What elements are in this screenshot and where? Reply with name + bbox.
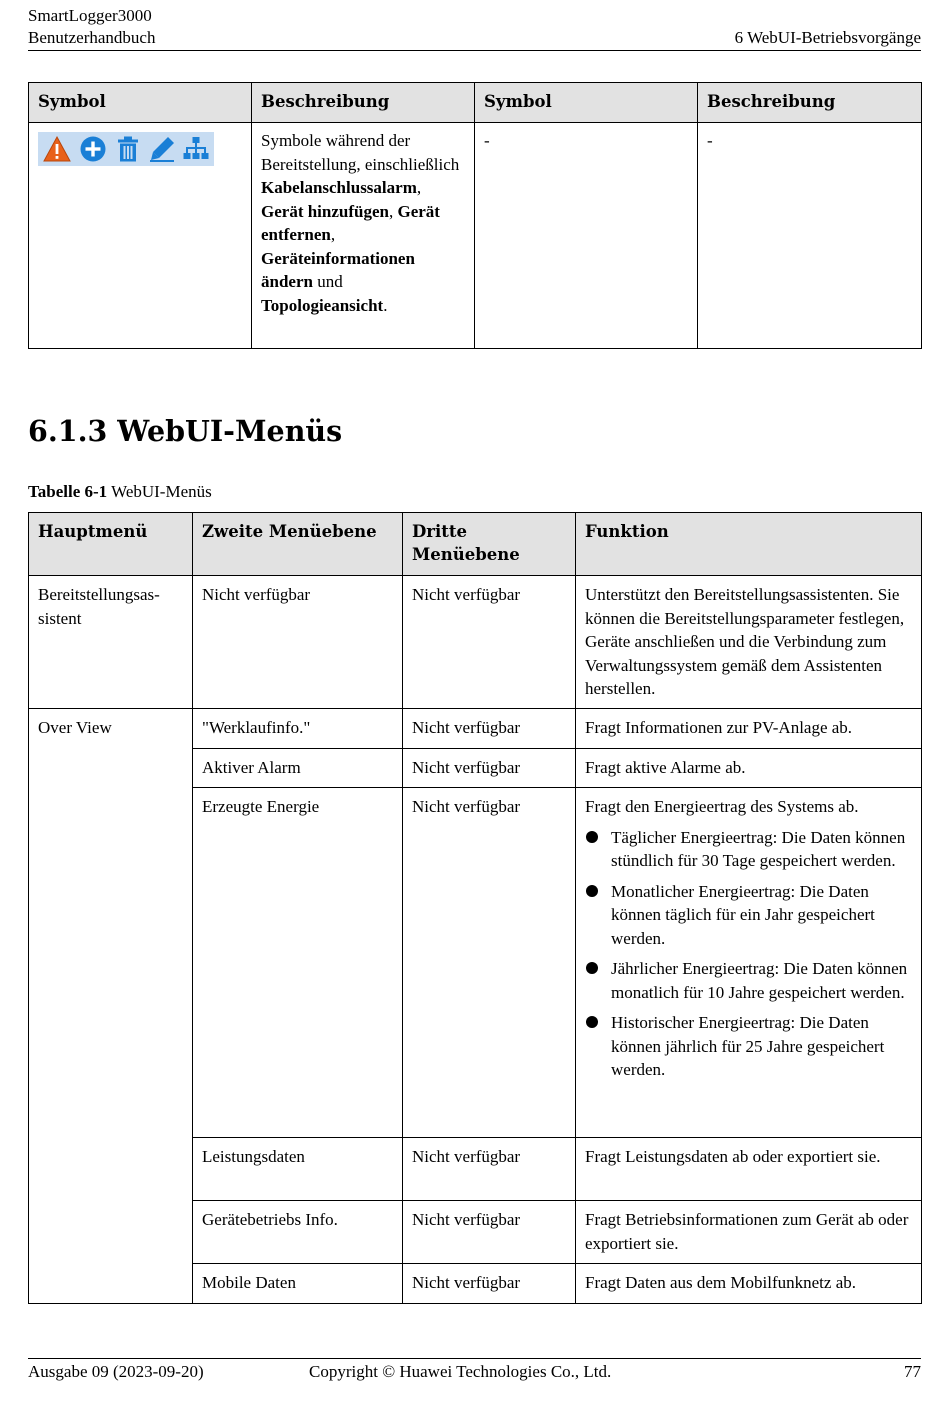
footer-copyright: Copyright © Huawei Technologies Co., Ltd.: [309, 1362, 612, 1381]
header-symbol-2: Symbol: [475, 83, 698, 123]
second-level-cell: Aktiver Alarm: [193, 749, 403, 788]
symbol-table-header-row: [29, 83, 922, 123]
separator: ,: [416, 178, 422, 197]
third-level-cell: Nicht verfügbar: [403, 1264, 576, 1304]
term-change-device-info: Geräteinformationen ändern: [261, 248, 415, 291]
second-level-cell: Erzeugte Energie: [193, 788, 403, 1138]
add-circle-icon: [78, 135, 108, 163]
warning-triangle-icon: [42, 135, 72, 163]
separator: ,: [388, 201, 394, 221]
table-row: [29, 123, 922, 349]
header-chapter: 6 WebUI-Betriebsvorgänge: [734, 28, 921, 47]
menu-table-header-row: [29, 513, 922, 576]
caption-label: Tabelle 6-1: [28, 482, 108, 501]
pencil-edit-icon: [148, 135, 176, 163]
third-level-cell: Nicht verfügbar: [403, 1138, 576, 1201]
table-caption: [28, 481, 212, 503]
second-level-cell: Nicht verfügbar: [193, 576, 403, 709]
second-level-cell: "Werklaufinfo.": [193, 709, 403, 749]
list-item: Historischer Energieertrag: Die Daten können jährlich für 25 Jahre gespeichert werden.: [585, 1011, 912, 1082]
header-description-2: Beschreibung: [698, 83, 922, 123]
term-add-device: Gerät hinzufügen: [261, 201, 389, 221]
trash-icon: [114, 135, 142, 163]
header-symbol-1: Symbol: [29, 83, 252, 123]
third-level-cell: Nicht verfügbar: [403, 1201, 576, 1264]
header-third-level: Dritte Menüebene: [403, 513, 576, 576]
topology-icon: [182, 135, 210, 163]
webui-menu-table: [28, 512, 922, 1304]
function-cell: Fragt Betriebsinformationen zum Gerät ab oder exportiert sie.: [576, 1201, 922, 1264]
function-cell: [576, 788, 922, 1138]
second-level-cell: Mobile Daten: [193, 1264, 403, 1304]
footer-edition: Ausgabe 09 (2023-09-20): [28, 1362, 204, 1381]
function-cell: Fragt Leistungsdaten ab oder exportiert sie.: [576, 1138, 922, 1201]
list-item: Jährlicher Energieertrag: Die Daten können monatlich für 10 Jahre gespeichert werden.: [585, 957, 912, 1004]
separator: ,: [330, 225, 336, 244]
caption-text: WebUI-Menüs: [111, 482, 212, 501]
second-level-cell: Leistungsdaten: [193, 1138, 403, 1201]
function-cell: Fragt aktive Alarme ab.: [576, 749, 922, 788]
conjunction: und: [317, 272, 343, 291]
table-row: [29, 576, 922, 709]
function-cell: Fragt Informationen zur PV-Anlage ab.: [576, 709, 922, 749]
third-level-cell: Nicht verfügbar: [403, 709, 576, 749]
symbol-cell: [29, 123, 252, 349]
symbol-description-cell-2: -: [698, 123, 922, 349]
term-cable-alarm: Kabelanschlussalarm: [261, 178, 417, 197]
term-topology-view: Topologieansicht: [261, 295, 384, 315]
second-level-cell: Gerätebetriebs Info.: [193, 1201, 403, 1264]
section-title: 6.1.3 WebUI-Menüs: [28, 414, 343, 448]
header-doc-type: Benutzerhandbuch: [28, 28, 156, 47]
list-item: Täglicher Energieertrag: Die Daten können stündlich für 30 Tage gespeichert werden.: [585, 826, 912, 873]
page-header: [28, 5, 921, 51]
header-function: Funktion: [576, 513, 922, 576]
main-menu-cell: Bereitstellungsassistent: [29, 576, 193, 709]
third-level-cell: Nicht verfügbar: [403, 788, 576, 1138]
header-main-menu: Hauptmenü: [29, 513, 193, 576]
symbol-description-cell: [252, 123, 475, 349]
deployment-icon-strip: [38, 132, 214, 166]
sentence-end: .: [383, 295, 388, 315]
symbol-cell-2: -: [475, 123, 698, 349]
header-left: [28, 5, 155, 49]
header-description-1: Beschreibung: [252, 83, 475, 123]
third-level-cell: Nicht verfügbar: [403, 749, 576, 788]
function-cell: Fragt Daten aus dem Mobilfunknetz ab.: [576, 1264, 922, 1304]
symbol-table: [28, 82, 922, 349]
page-footer: [28, 1358, 921, 1384]
term-remove-device: Gerät entfernen: [261, 201, 440, 244]
header-second-level: Zweite Menüebene: [193, 513, 403, 576]
footer-page-number: 77: [904, 1362, 921, 1381]
function-cell: Unterstützt den Bereitstellungsassistenten. Sie können die Bereitstellungsparameter festlegen, Geräte anschließen und die Verbindung zum Verwaltungssystem gemäß dem Assistenten herstellen.: [576, 576, 922, 709]
energy-function-intro: Fragt den Energieertrag des Systems ab.: [585, 797, 859, 816]
third-level-cell: Nicht verfügbar: [403, 576, 576, 709]
table-row: [29, 709, 922, 749]
main-menu-cell-overview: Over View: [29, 709, 193, 1304]
list-item: Monatlicher Energieertrag: Die Daten können täglich für ein Jahr gespeichert werden.: [585, 880, 912, 951]
energy-yield-list: [585, 826, 912, 1082]
header-product: SmartLogger3000: [28, 6, 152, 25]
description-intro: Symbole während der Bereitstellung, einschließlich: [261, 131, 460, 174]
